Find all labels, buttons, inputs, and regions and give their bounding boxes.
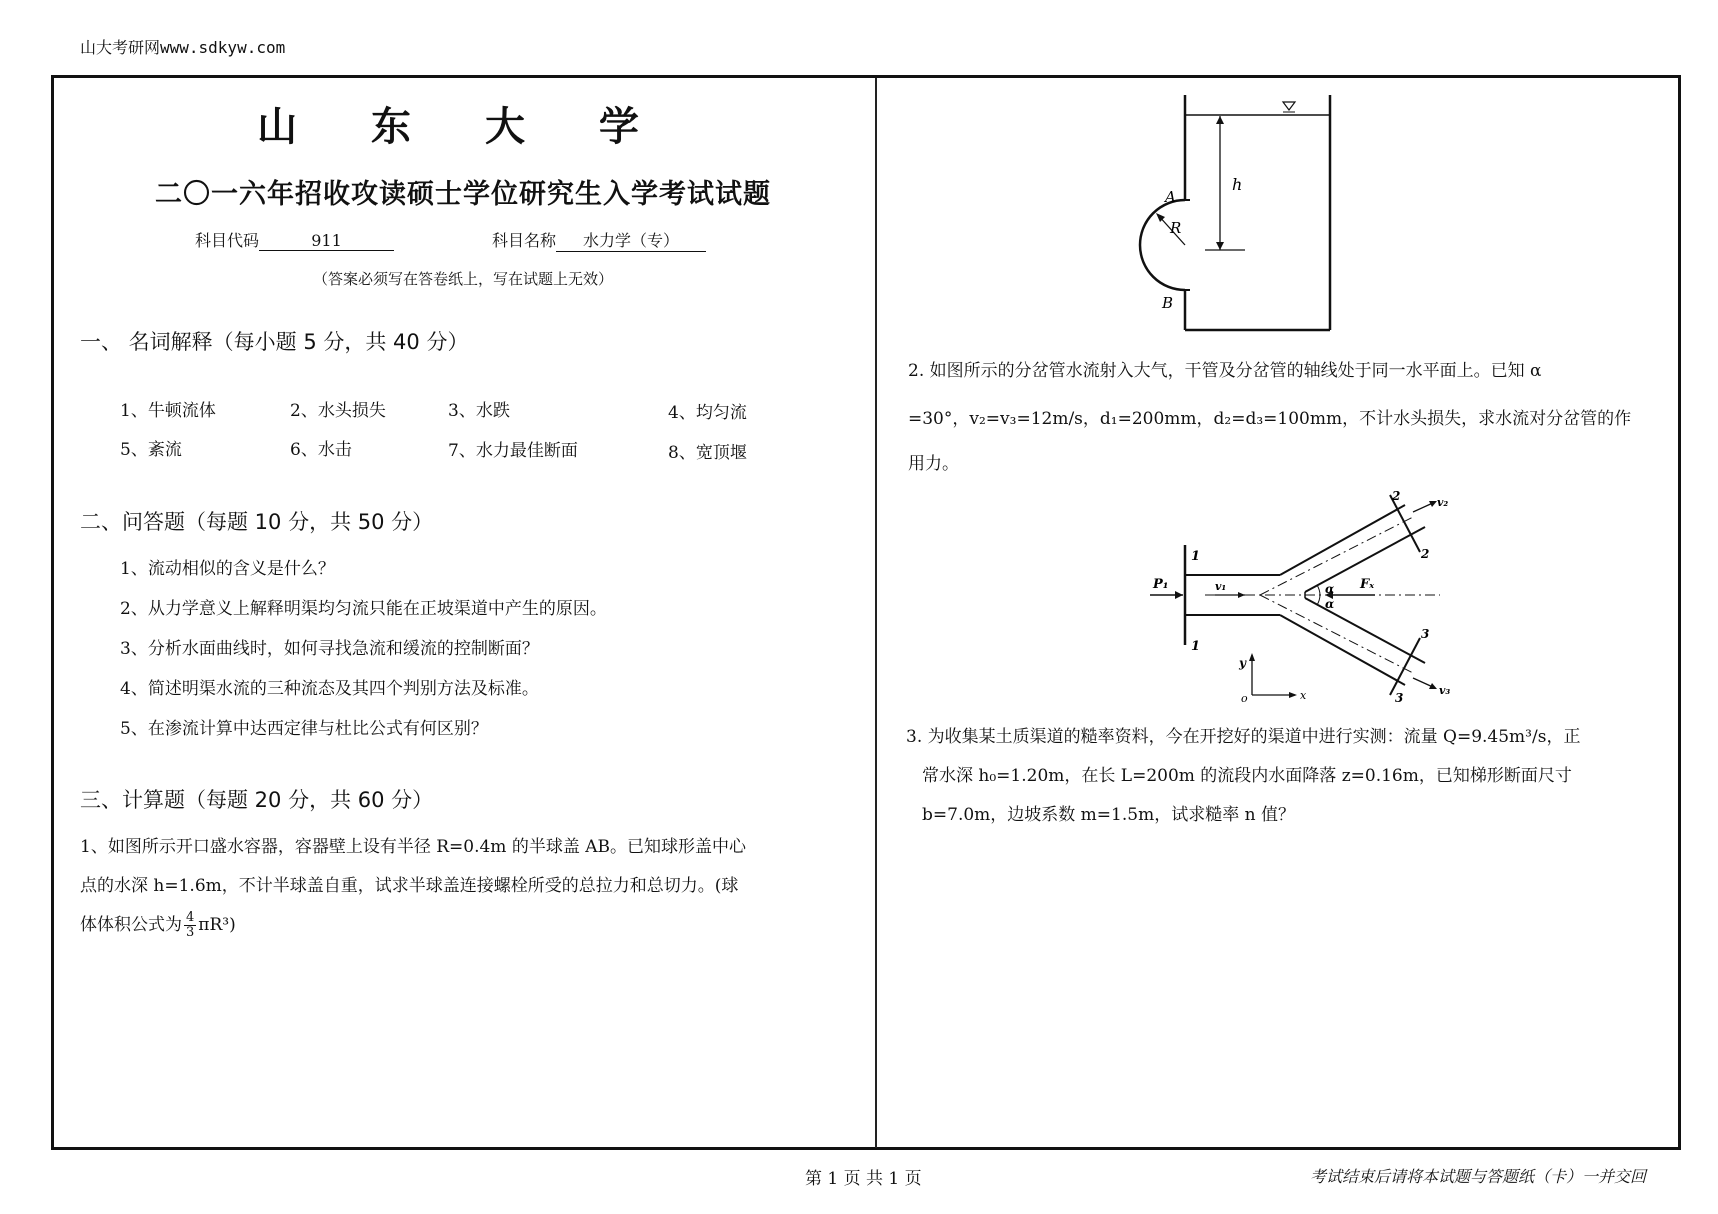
q1-line3-formula: πR³) bbox=[198, 915, 236, 935]
section2-heading: 二、问答题（每题 10 分，共 50 分） bbox=[80, 510, 434, 534]
label-section-1: 1 bbox=[1191, 549, 1201, 564]
answer-note: （答案必须写在答卷纸上，写在试题上无效） bbox=[312, 270, 613, 288]
subject-code-label: 科目代码 bbox=[195, 231, 260, 250]
section1-heading: 一、 名词解释（每小题 5 分，共 40 分） bbox=[80, 330, 469, 354]
label-section-2: 2 bbox=[1392, 490, 1401, 503]
q1-line-formula bbox=[80, 906, 850, 945]
fraction bbox=[184, 911, 196, 940]
label-R: R bbox=[1170, 219, 1182, 237]
footer-note: 考试结束后请将本试题与答题纸（卡）一并交回 bbox=[1310, 1167, 1647, 1186]
subject-name bbox=[492, 228, 706, 252]
label-Fx: Fₓ bbox=[1360, 577, 1375, 592]
label-alpha: α bbox=[1325, 582, 1335, 596]
column-divider bbox=[875, 78, 877, 1148]
label-v3: v₃ bbox=[1439, 684, 1451, 697]
question-item: 4、简述明渠水流的三种流态及其四个判别方法及标准。 bbox=[120, 679, 539, 699]
label-B: B bbox=[1162, 294, 1174, 312]
figure-tank bbox=[1120, 90, 1360, 340]
figure-branch-pipe bbox=[1145, 490, 1485, 710]
term-item: 6、水击 bbox=[290, 440, 352, 460]
q3-line: b=7.0m，边坡系数 m=1.5m，试求糙率 n 值？ bbox=[922, 805, 1295, 825]
university-name: 山 东 大 学 bbox=[257, 103, 669, 150]
label-o: o bbox=[1241, 692, 1248, 705]
fraction-denominator: 3 bbox=[186, 925, 195, 940]
label-section-2: 2 bbox=[1421, 547, 1430, 561]
subject-code-value: 911 bbox=[259, 231, 394, 251]
q1-line: 1、如图所示开口盛水容器，容器壁上设有半径 R=0.4m 的半球盖 AB。已知球形盖中心 bbox=[80, 837, 746, 857]
subject-name-label: 科目名称 bbox=[492, 231, 557, 250]
subject-code bbox=[195, 228, 394, 251]
question-item: 2、从力学意义上解释明渠均匀流只能在正坡渠道中产生的原因。 bbox=[120, 599, 607, 619]
q3-line: 常水深 h₀=1.20m，在长 L=200m 的流段内水面降落 z=0.16m，已知梯形断面尺寸 bbox=[922, 766, 1572, 786]
term-item: 5、紊流 bbox=[120, 440, 182, 460]
term-item: 2、水头损失 bbox=[290, 401, 386, 421]
q1-line: 点的水深 h=1.6m，不计半球盖自重，试求半球盖连接螺栓所受的总拉力和总切力。(球 bbox=[80, 876, 739, 896]
question-item: 1、流动相似的含义是什么？ bbox=[120, 559, 335, 579]
subject-name-value: 水力学（专） bbox=[556, 228, 706, 252]
label-y: y bbox=[1239, 656, 1246, 670]
exam-title: 二〇一六年招收攻读硕士学位研究生入学考试试题 bbox=[155, 179, 771, 210]
calc-question-1 bbox=[80, 828, 850, 945]
question-item: 3、分析水面曲线时，如何寻找急流和缓流的控制断面？ bbox=[120, 639, 539, 659]
watermark: 山大考研网www.sdkyw.com bbox=[80, 38, 286, 57]
term-item: 8、宽顶堰 bbox=[668, 443, 747, 463]
label-section-3: 3 bbox=[1421, 627, 1430, 641]
q1-line3-text: 体体积公式为 bbox=[80, 915, 182, 935]
term-item: 7、水力最佳断面 bbox=[448, 441, 578, 461]
label-alpha: α bbox=[1325, 597, 1335, 611]
section3-heading: 三、计算题（每题 20 分，共 60 分） bbox=[80, 788, 434, 812]
question-item: 5、在渗流计算中达西定律与杜比公式有何区别？ bbox=[120, 719, 488, 739]
term-item: 4、均匀流 bbox=[668, 403, 747, 423]
label-section-1: 1 bbox=[1191, 639, 1201, 654]
page-number: 第 1 页 共 1 页 bbox=[805, 1169, 922, 1189]
q3-line: 3. 为收集某土质渠道的糙率资料，今在开挖好的渠道中进行实测：流量 Q=9.45m³/s，正 bbox=[906, 727, 1581, 747]
fraction-numerator: 4 bbox=[186, 910, 195, 925]
term-item: 1、牛顿流体 bbox=[120, 401, 216, 421]
q2-line: 用力。 bbox=[908, 454, 959, 474]
label-v1: v₁ bbox=[1215, 580, 1227, 593]
label-x: x bbox=[1300, 689, 1307, 702]
q2-line: =30°，v₂=v₃=12m/s，d₁=200mm，d₂=d₃=100mm，不计水头损失，求水流对分岔管的作 bbox=[908, 409, 1632, 429]
label-A: A bbox=[1165, 188, 1176, 206]
q2-line: 2. 如图所示的分岔管水流射入大气，干管及分岔管的轴线处于同一水平面上。已知 α bbox=[908, 361, 1542, 381]
term-item: 3、水跌 bbox=[448, 401, 510, 421]
label-h: h bbox=[1232, 175, 1243, 194]
label-section-3: 3 bbox=[1395, 691, 1404, 705]
label-v2: v₂ bbox=[1437, 496, 1449, 509]
label-P1: P₁ bbox=[1153, 577, 1169, 592]
